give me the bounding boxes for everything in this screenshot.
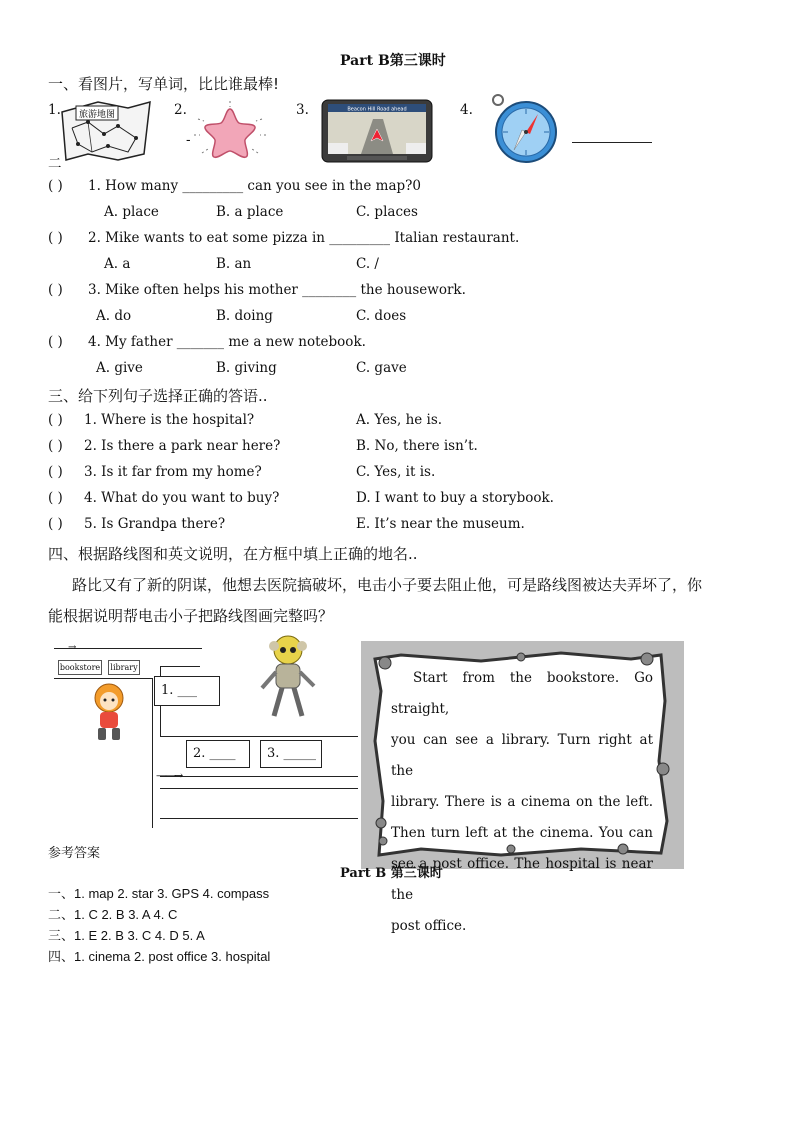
item4-answer-line bbox=[572, 142, 652, 143]
section4-story-line1: 路比又有了新的阴谋，他想去医院搞破坏，电击小子要去阻止他，可是路线图被达夫弄坏了，你 bbox=[72, 576, 703, 594]
s2-q2-option-a: A. a bbox=[104, 256, 131, 272]
s3-r5-question: 5. Is Grandpa there? bbox=[84, 516, 226, 532]
map-box-1[interactable]: 1. ___ bbox=[154, 676, 220, 706]
s3-r4-question: 4. What do you want to buy? bbox=[84, 490, 280, 506]
s2-q4-option-c: C. gave bbox=[356, 360, 407, 376]
s2-q4-paren: ( ) bbox=[48, 334, 63, 350]
library-label: library bbox=[108, 660, 140, 675]
instruction-line: post office. bbox=[391, 918, 467, 934]
instruction-line: you can see a library. Turn right at the bbox=[391, 732, 653, 779]
character-icon bbox=[88, 682, 130, 744]
s2-q3-text: 3. Mike often helps his mother ________ the housework. bbox=[88, 282, 466, 298]
section4-story-line2: 能根据说明帮电击小子把路线图画完整吗？ bbox=[48, 607, 334, 625]
gps-icon bbox=[321, 99, 433, 163]
s3-r1-answer: A. Yes, he is. bbox=[356, 412, 443, 428]
gps-header: Beacon Hill Road ahead bbox=[347, 106, 407, 113]
answer-line-1: 一、1. map 2. star 3. GPS 4. compass bbox=[48, 886, 270, 901]
answer-line-4: 四、1. cinema 2. post office 3. hospital bbox=[48, 949, 271, 964]
map-box-3[interactable]: 3. _____ bbox=[260, 740, 322, 768]
s2-q3-paren: ( ) bbox=[48, 282, 63, 298]
s3-r5-paren: ( ) bbox=[48, 516, 63, 532]
answer-line-2: 二、1. C 2. B 3. A 4. C bbox=[48, 907, 178, 922]
s2-q1-option-b: B. a place bbox=[216, 204, 284, 220]
s2-q1-paren: ( ) bbox=[48, 178, 63, 194]
s2-q3-option-c: C. does bbox=[356, 308, 407, 324]
s3-r3-question: 3. Is it far from my home? bbox=[84, 464, 262, 480]
item4-number: 4. bbox=[460, 102, 473, 118]
s2-q2-text: 2. Mike wants to eat some pizza in _________ Italian restaurant. bbox=[88, 230, 520, 246]
section1-heading: 一、看图片，写单词，比比谁最棒! bbox=[48, 75, 280, 93]
map-label: 旅游地图 bbox=[78, 110, 116, 120]
star-icon bbox=[190, 99, 270, 163]
answer-line-3: 三、1. E 2. B 3. C 4. D 5. A bbox=[48, 928, 205, 943]
s3-r4-answer: D. I want to buy a storybook. bbox=[356, 490, 554, 506]
answers-repeated-title: Part B 第三课时 bbox=[340, 866, 443, 881]
s2-q3-option-b: B. doing bbox=[216, 308, 273, 324]
s3-r4-paren: ( ) bbox=[48, 490, 63, 506]
s2-q2-option-b: B. an bbox=[216, 256, 252, 272]
s3-r2-paren: ( ) bbox=[48, 438, 63, 454]
s2-q2-option-c: C. / bbox=[356, 256, 379, 272]
answers-heading: 参考答案 bbox=[48, 846, 101, 861]
section4-heading: 四、根据路线图和英文说明，在方框中填上正确的地名.. bbox=[48, 545, 418, 563]
s2-q2-paren: ( ) bbox=[48, 230, 63, 246]
map-box-2[interactable]: 2. ____ bbox=[186, 740, 250, 768]
item1-blank: 二 bbox=[48, 156, 62, 172]
s3-r1-paren: ( ) bbox=[48, 412, 63, 428]
s3-r3-answer: C. Yes, it is. bbox=[356, 464, 436, 480]
s2-q1-option-a: A. place bbox=[104, 204, 159, 220]
s3-r2-answer: B. No, there isn’t. bbox=[356, 438, 478, 454]
s3-r3-paren: ( ) bbox=[48, 464, 63, 480]
item3-number: 3. bbox=[296, 102, 309, 118]
s2-q3-option-a: A. do bbox=[96, 308, 132, 324]
compass-icon bbox=[488, 92, 560, 164]
bookstore-label: bookstore bbox=[58, 660, 102, 675]
s2-q1-text: 1. How many _________ can you see in the map?0 bbox=[88, 178, 421, 194]
instruction-line: library. There is a cinema on the left. bbox=[391, 794, 653, 810]
page-title: Part B第三课时 bbox=[340, 53, 446, 69]
s3-r5-answer: E. It’s near the museum. bbox=[356, 516, 525, 532]
instruction-line: see a post office. The hospital is near the bbox=[391, 856, 653, 903]
route-map bbox=[48, 640, 358, 830]
item2-blank: - bbox=[186, 132, 191, 148]
arrow-icon: ——→ bbox=[156, 769, 182, 782]
arrow-icon: → bbox=[68, 642, 77, 653]
s3-r2-question: 2. Is there a park near here? bbox=[84, 438, 281, 454]
instruction-line: Start from the bookstore. Go straight, bbox=[391, 670, 653, 717]
s2-q4-option-b: B. giving bbox=[216, 360, 277, 376]
item1-number: 1. bbox=[48, 102, 61, 118]
s2-q4-text: 4. My father _______ me a new notebook. bbox=[88, 334, 366, 350]
instruction-line: Then turn left at the cinema. You can bbox=[391, 825, 653, 841]
section3-heading: 三、给下列句子选择正确的答语.. bbox=[48, 387, 268, 405]
s2-q1-option-c: C. places bbox=[356, 204, 418, 220]
s2-q4-option-a: A. give bbox=[96, 360, 143, 376]
s3-r1-question: 1. Where is the hospital? bbox=[84, 412, 255, 428]
item2-number: 2. bbox=[174, 102, 187, 118]
instruction-text bbox=[391, 663, 653, 942]
map-icon bbox=[58, 98, 154, 164]
robot-monkey-icon bbox=[256, 632, 320, 722]
